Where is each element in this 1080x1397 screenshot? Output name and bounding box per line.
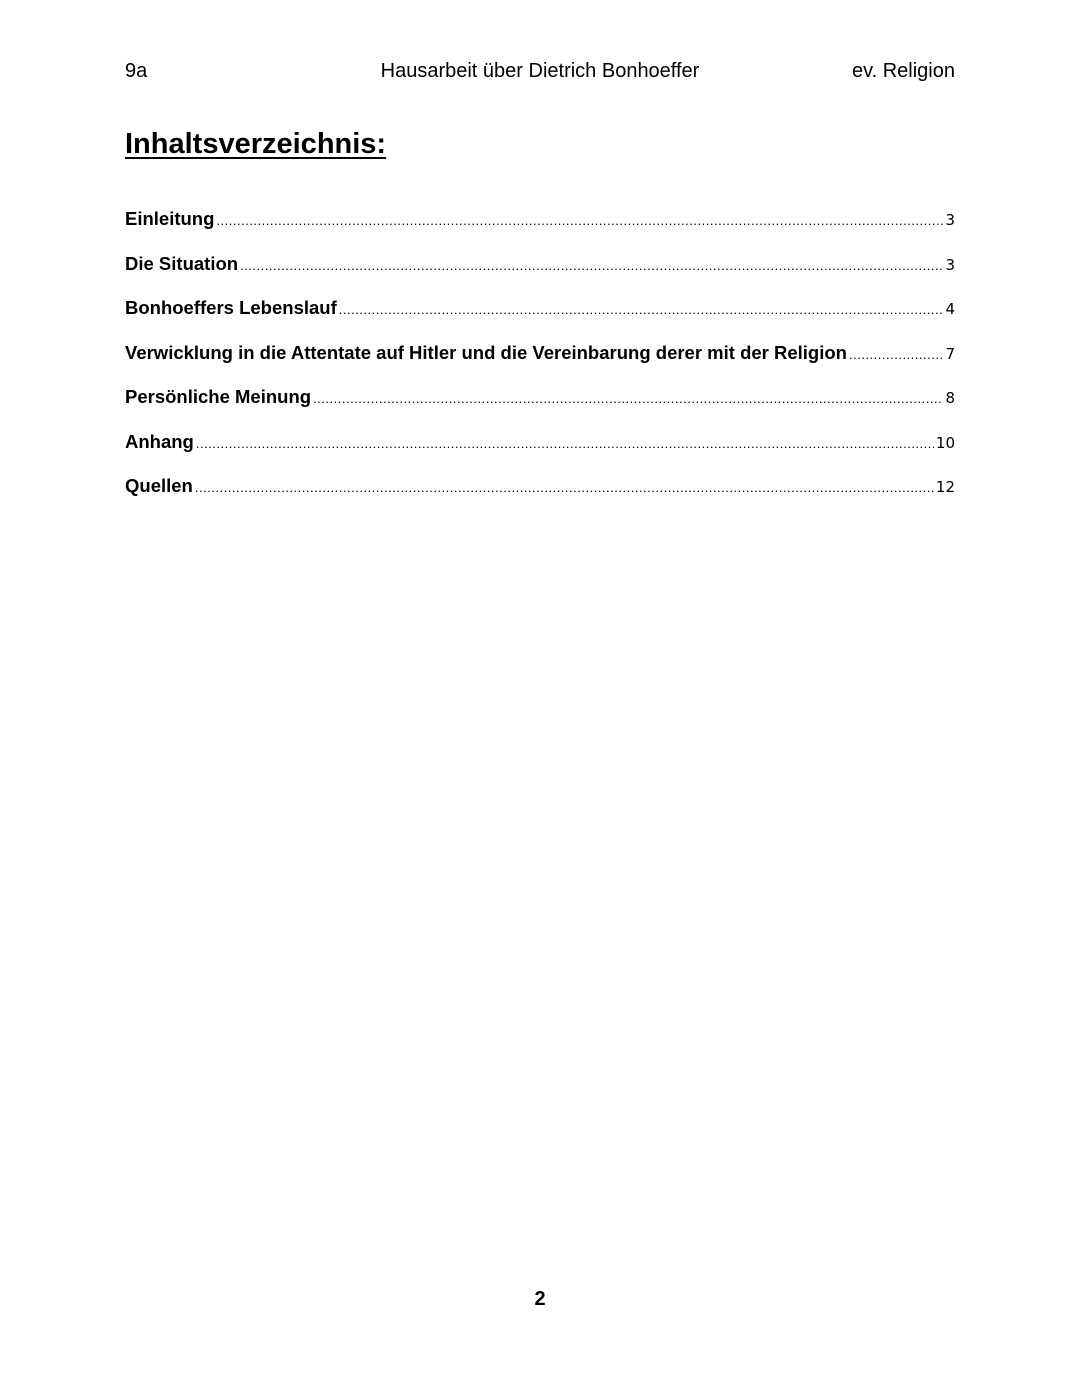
toc-entry-label: Verwicklung in die Attentate auf Hitler und die Vereinbarung derer mit der Religion (125, 341, 847, 363)
toc-entry-meinung (125, 386, 955, 431)
toc-entry-label: Einleitung (125, 208, 215, 229)
toc-entry-label: Die Situation (125, 252, 239, 274)
toc-heading: Inhaltsverzeichnis: (125, 128, 387, 160)
toc-entry-page: 8 (945, 389, 955, 407)
toc-entry-lebenslauf (125, 297, 955, 342)
table-of-contents (125, 208, 955, 520)
toc-entry-verwicklung (125, 342, 955, 387)
toc-dot-leader (339, 302, 944, 317)
header-class: 9a (125, 60, 148, 82)
toc-entry-quellen (125, 475, 955, 520)
toc-entry-label: Persönliche Meinung (125, 386, 312, 407)
page-header (125, 60, 955, 90)
toc-entry-page: 3 (945, 211, 955, 229)
header-title: Hausarbeit über Dietrich Bonhoeffer (380, 60, 700, 82)
toc-entry-page: 7 (945, 344, 955, 363)
toc-entry-page: 12 (935, 478, 955, 496)
toc-entry-anhang (125, 431, 955, 476)
toc-entry-label: Quellen (125, 475, 193, 496)
toc-entry-label: Bonhoeffers Lebenslauf (125, 297, 337, 318)
page-number: 2 (534, 1288, 546, 1310)
toc-entry-einleitung (125, 208, 955, 253)
toc-dot-leader (240, 258, 943, 273)
toc-dot-leader (313, 391, 943, 406)
toc-entry-page: 10 (935, 433, 955, 452)
toc-entry-label: Anhang (125, 430, 194, 452)
toc-entry-page: 4 (945, 300, 955, 318)
toc-dot-leader (849, 347, 943, 362)
toc-entry-situation (125, 253, 955, 298)
toc-entry-page: 3 (945, 255, 955, 274)
toc-dot-leader (216, 213, 943, 228)
toc-dot-leader (195, 480, 934, 495)
header-subject: ev. Religion (851, 60, 955, 82)
toc-dot-leader (196, 436, 934, 451)
